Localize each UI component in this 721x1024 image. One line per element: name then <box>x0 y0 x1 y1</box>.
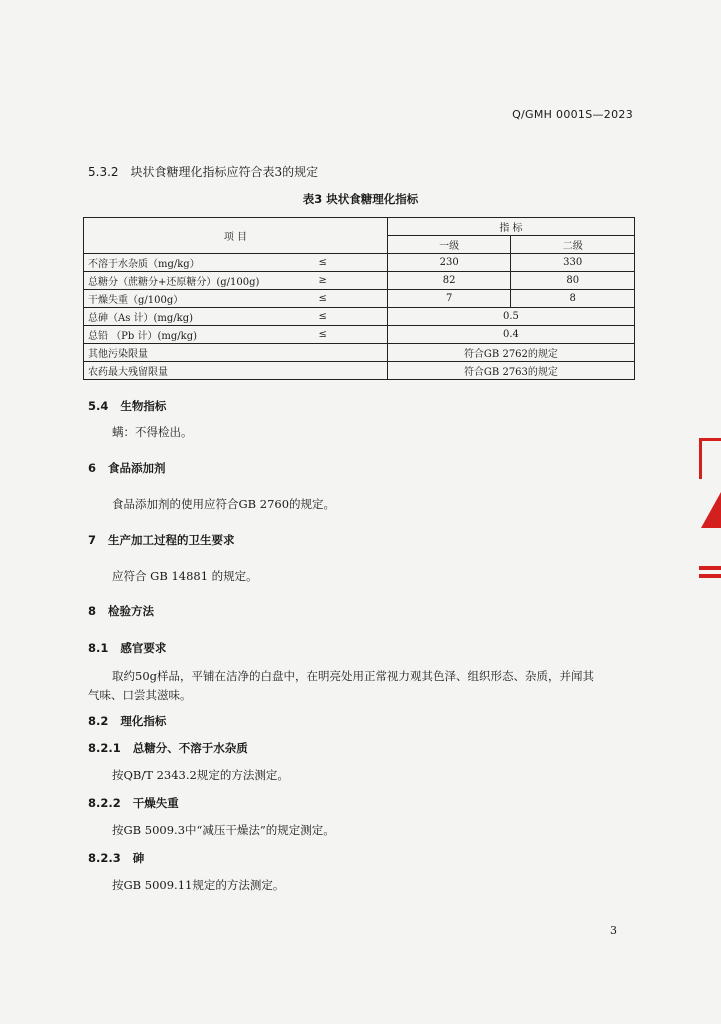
row-merged-value: 符合GB 2762的规定 <box>387 344 634 362</box>
table-header-row <box>84 218 635 236</box>
clause-7-body: 应符合 GB 14881 的规定。 <box>112 569 258 583</box>
clause-text: 块状食糖理化指标应符合表3的规定 <box>130 165 319 179</box>
clause-number: 7 <box>88 533 97 547</box>
table-row <box>84 308 635 326</box>
clause-8-heading <box>88 603 154 619</box>
row-item: 其他污染限量 <box>84 344 388 362</box>
clause-title: 生物指标 <box>120 399 167 413</box>
clause-title: 砷 <box>132 851 145 865</box>
row-merged-value: 0.5 <box>387 308 634 326</box>
clause-title: 感官要求 <box>120 641 167 655</box>
row-grade-1: 230 <box>387 254 511 272</box>
row-merged-value: 符合GB 2763的规定 <box>387 362 634 380</box>
row-item: 干燥失重（g/100g） <box>84 290 315 308</box>
header-grade-2: 二级 <box>511 236 635 254</box>
clause-6-body: 食品添加剂的使用应符合GB 2760的规定。 <box>112 497 336 511</box>
row-item: 总糖分（蔗糖分+还原糖分）(g/100g) <box>84 272 315 290</box>
table-row <box>84 254 635 272</box>
header-item: 项 目 <box>84 218 388 254</box>
page-number: 3 <box>610 924 617 937</box>
clause-8-2-3-body: 按GB 5009.11规定的方法测定。 <box>112 878 285 892</box>
clause-title: 食品添加剂 <box>108 461 166 475</box>
row-grade-2: 80 <box>511 272 635 290</box>
table-title: 表3 块状食糖理化指标 <box>302 192 419 206</box>
clause-8-2-1-heading <box>88 740 248 756</box>
clause-8-1-heading <box>88 640 166 656</box>
clause-5-4-body: 螨：不得检出。 <box>112 425 193 439</box>
row-grade-2: 8 <box>511 290 635 308</box>
row-grade-1: 7 <box>387 290 511 308</box>
row-symbol: ≤ <box>314 308 387 326</box>
row-symbol: ≤ <box>314 254 387 272</box>
clause-6-heading <box>88 460 166 476</box>
row-item: 总砷（As 计）(mg/kg) <box>84 308 315 326</box>
clause-7-heading <box>88 532 235 548</box>
table-row <box>84 326 635 344</box>
clause-number: 5.4 <box>88 399 109 413</box>
clause-8-2-2-heading <box>88 795 179 811</box>
spec-table <box>83 217 635 380</box>
table-row <box>84 344 635 362</box>
clause-number: 8.2 <box>88 714 109 728</box>
clause-title: 生产加工过程的卫生要求 <box>108 533 235 547</box>
clause-5-3-2 <box>88 163 318 180</box>
clause-title: 干燥失重 <box>132 796 179 810</box>
row-item: 不溶于水杂质（mg/kg） <box>84 254 315 272</box>
row-symbol: ≥ <box>314 272 387 290</box>
table-row <box>84 290 635 308</box>
row-symbol: ≤ <box>314 290 387 308</box>
header-index: 指 标 <box>387 218 634 236</box>
clause-number: 8 <box>88 604 97 618</box>
clause-number: 5.3.2 <box>88 165 119 179</box>
clause-title: 理化指标 <box>120 714 167 728</box>
clause-8-2-3-heading <box>88 850 144 866</box>
clause-8-2-1-body: 按QB/T 2343.2规定的方法测定。 <box>112 768 289 782</box>
row-symbol: ≤ <box>314 326 387 344</box>
table-row <box>84 272 635 290</box>
row-item: 农药最大残留限量 <box>84 362 388 380</box>
red-seal-stamp <box>697 438 721 588</box>
clause-number: 8.1 <box>88 641 109 655</box>
clause-number: 6 <box>88 461 97 475</box>
row-merged-value: 0.4 <box>387 326 634 344</box>
clause-5-4-heading <box>88 398 166 414</box>
row-grade-1: 82 <box>387 272 511 290</box>
row-grade-2: 330 <box>511 254 635 272</box>
clause-title: 检验方法 <box>108 604 155 618</box>
clause-8-1-body-line1: 取约50g样品，平铺在洁净的白盘中，在明亮处用正常视力观其色泽、组织形态、杂质，并闻其 <box>112 669 594 683</box>
header-grade-1: 一级 <box>387 236 511 254</box>
clause-8-2-2-body: 按GB 5009.3中“减压干燥法”的规定测定。 <box>112 823 335 837</box>
clause-8-1-body-line2: 气味、口尝其滋味。 <box>88 688 192 702</box>
clause-number: 8.2.2 <box>88 796 121 810</box>
row-item: 总铅 （Pb 计）(mg/kg) <box>84 326 315 344</box>
table-row <box>84 362 635 380</box>
clause-title: 总糖分、不溶于水杂质 <box>132 741 248 755</box>
clause-number: 8.2.3 <box>88 851 121 865</box>
clause-number: 8.2.1 <box>88 741 121 755</box>
clause-8-2-heading <box>88 713 166 729</box>
standard-code: Q/GMH 0001S—2023 <box>512 108 633 121</box>
